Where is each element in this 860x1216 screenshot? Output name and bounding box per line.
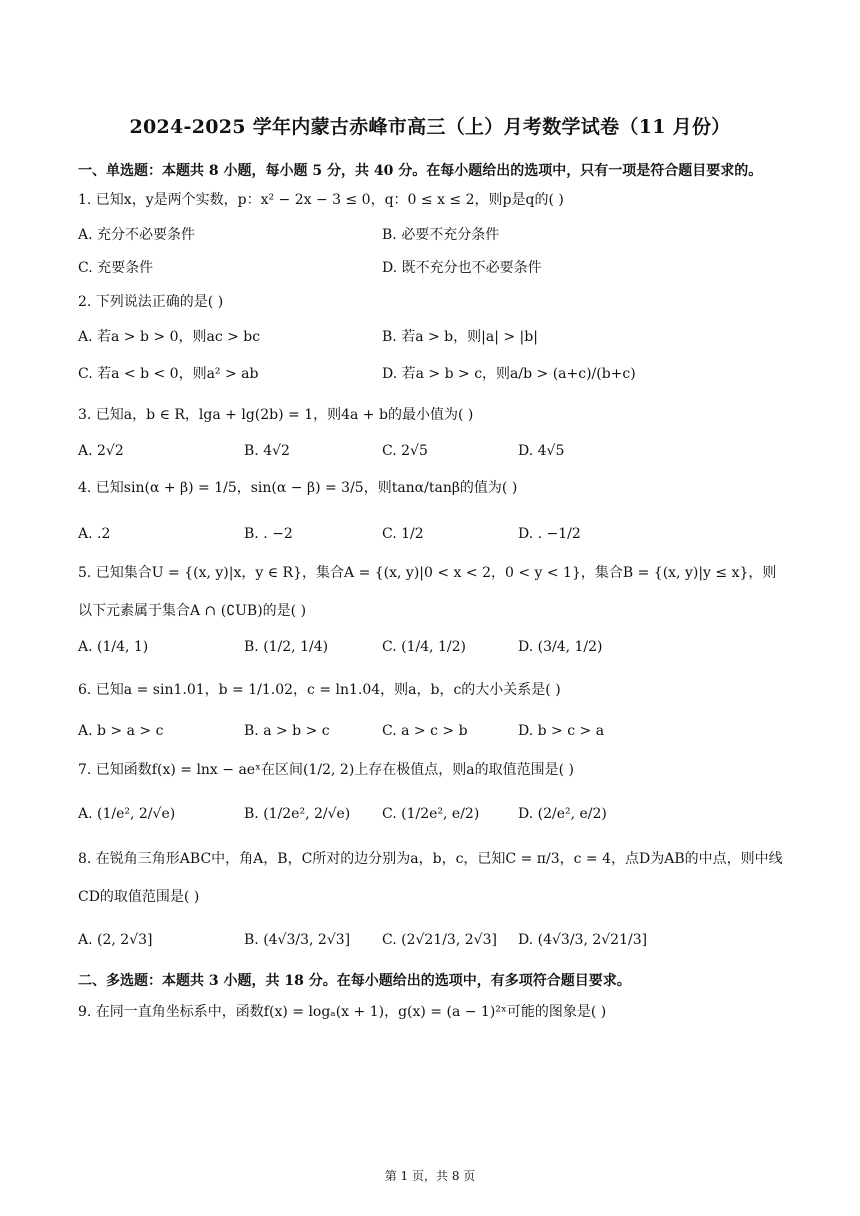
question-5-option-d[interactable]: D. (3/4, 1/2) bbox=[518, 639, 603, 655]
question-3-option-a[interactable]: A. 2√2 bbox=[78, 443, 124, 459]
question-1-option-c[interactable]: C. 充要条件 bbox=[78, 260, 154, 276]
question-5-option-b[interactable]: B. (1/2, 1/4) bbox=[244, 639, 329, 655]
question-5-option-a[interactable]: A. (1/4, 1) bbox=[78, 639, 149, 655]
question-1-option-d[interactable]: D. 既不充分也不必要条件 bbox=[382, 260, 542, 276]
question-4-stem: 4. 已知sin(α + β) = 1/5，sin(α − β) = 3/5，则tanα/tanβ的值为( ) bbox=[78, 480, 518, 496]
question-2-stem: 2. 下列说法正确的是( ) bbox=[78, 294, 224, 310]
section-single-choice: 一、单选题：本题共 8 小题，每小题 5 分，共 40 分。在每小题给出的选项中，只有一项是符合题目要求的。 bbox=[78, 163, 763, 179]
question-6-stem: 6. 已知a = sin1.01，b = 1/1.02，c = ln1.04，则a，b，c的大小关系是( ) bbox=[78, 682, 561, 698]
question-7-option-a[interactable]: A. (1/e², 2/√e) bbox=[78, 806, 176, 822]
question-8-option-d[interactable]: D. (4√3/3, 2√21/3] bbox=[518, 932, 648, 948]
question-6-option-d[interactable]: D. b > c > a bbox=[518, 723, 605, 739]
question-3-option-b[interactable]: B. 4√2 bbox=[244, 443, 290, 459]
page-footer: 第 1 页，共 8 页 bbox=[384, 1169, 476, 1183]
question-2-option-a[interactable]: A. 若a > b > 0，则ac > bc bbox=[78, 329, 261, 345]
question-4-option-c[interactable]: C. 1/2 bbox=[382, 526, 424, 542]
question-7-option-b[interactable]: B. (1/2e², 2/√e) bbox=[244, 806, 351, 822]
question-2-option-d[interactable]: D. 若a > b > c，则a/b > (a+c)/(b+c) bbox=[382, 366, 636, 382]
question-8-stem: 8. 在锐角三角形ABC中，角A，B，C所对的边分别为a，b，c，已知C = π/3，c = 4，点D为AB的中点，则中线CD的取值范围是( ) bbox=[78, 851, 783, 905]
question-9-stem: 9. 在同一直角坐标系中，函数f(x) = logₐ(x + 1)，g(x) = (a − 1)²ˣ可能的图象是( ) bbox=[78, 1004, 607, 1020]
question-8-option-b[interactable]: B. (4√3/3, 2√3] bbox=[244, 932, 351, 948]
question-6-option-a[interactable]: A. b > a > c bbox=[78, 723, 164, 739]
question-4-option-b[interactable]: B. . −2 bbox=[244, 526, 293, 542]
question-3-option-d[interactable]: D. 4√5 bbox=[518, 443, 565, 459]
section-multiple-choice: 二、多选题：本题共 3 小题，共 18 分。在每小题给出的选项中，有多项符合题目要求。 bbox=[78, 973, 631, 989]
question-6-option-b[interactable]: B. a > b > c bbox=[244, 723, 330, 739]
question-1-option-b[interactable]: B. 必要不充分条件 bbox=[382, 227, 500, 243]
question-4-option-a[interactable]: A. .2 bbox=[78, 526, 111, 542]
page-title: 2024-2025 学年内蒙古赤峰市高三（上）月考数学试卷（11 月份） bbox=[129, 116, 731, 138]
question-2-option-b[interactable]: B. 若a > b，则|a| > |b| bbox=[382, 329, 538, 345]
question-7-option-c[interactable]: C. (1/2e², e/2) bbox=[382, 806, 480, 822]
question-3-option-c[interactable]: C. 2√5 bbox=[382, 443, 428, 459]
question-8-option-c[interactable]: C. (2√21/3, 2√3] bbox=[382, 932, 497, 948]
question-5-option-c[interactable]: C. (1/4, 1/2) bbox=[382, 639, 466, 655]
question-7-option-d[interactable]: D. (2/e², e/2) bbox=[518, 806, 607, 822]
question-5-stem: 5. 已知集合U = {(x, y)|x，y ∈ R}，集合A = {(x, y)|0 < x < 2，0 < y < 1}，集合B = {(x, y)|y ≤ x}，则以下元素属于集合A ∩ (∁UB)的是( ) bbox=[78, 565, 777, 619]
question-3-stem: 3. 已知a，b ∈ R，lga + lg(2b) = 1，则4a + b的最小值为( ) bbox=[78, 407, 474, 423]
question-4-option-d[interactable]: D. . −1/2 bbox=[518, 526, 581, 542]
question-7-stem: 7. 已知函数f(x) = lnx − aeˣ在区间(1/2, 2)上存在极值点，则a的取值范围是( ) bbox=[78, 762, 575, 778]
question-1-stem: 1. 已知x，y是两个实数，p：x² − 2x − 3 ≤ 0，q：0 ≤ x ≤ 2，则p是q的( ) bbox=[78, 192, 564, 208]
question-1-option-a[interactable]: A. 充分不必要条件 bbox=[78, 227, 196, 243]
question-8-option-a[interactable]: A. (2, 2√3] bbox=[78, 932, 153, 948]
question-2-option-c[interactable]: C. 若a < b < 0，则a² > ab bbox=[78, 366, 259, 382]
question-6-option-c[interactable]: C. a > c > b bbox=[382, 723, 468, 739]
